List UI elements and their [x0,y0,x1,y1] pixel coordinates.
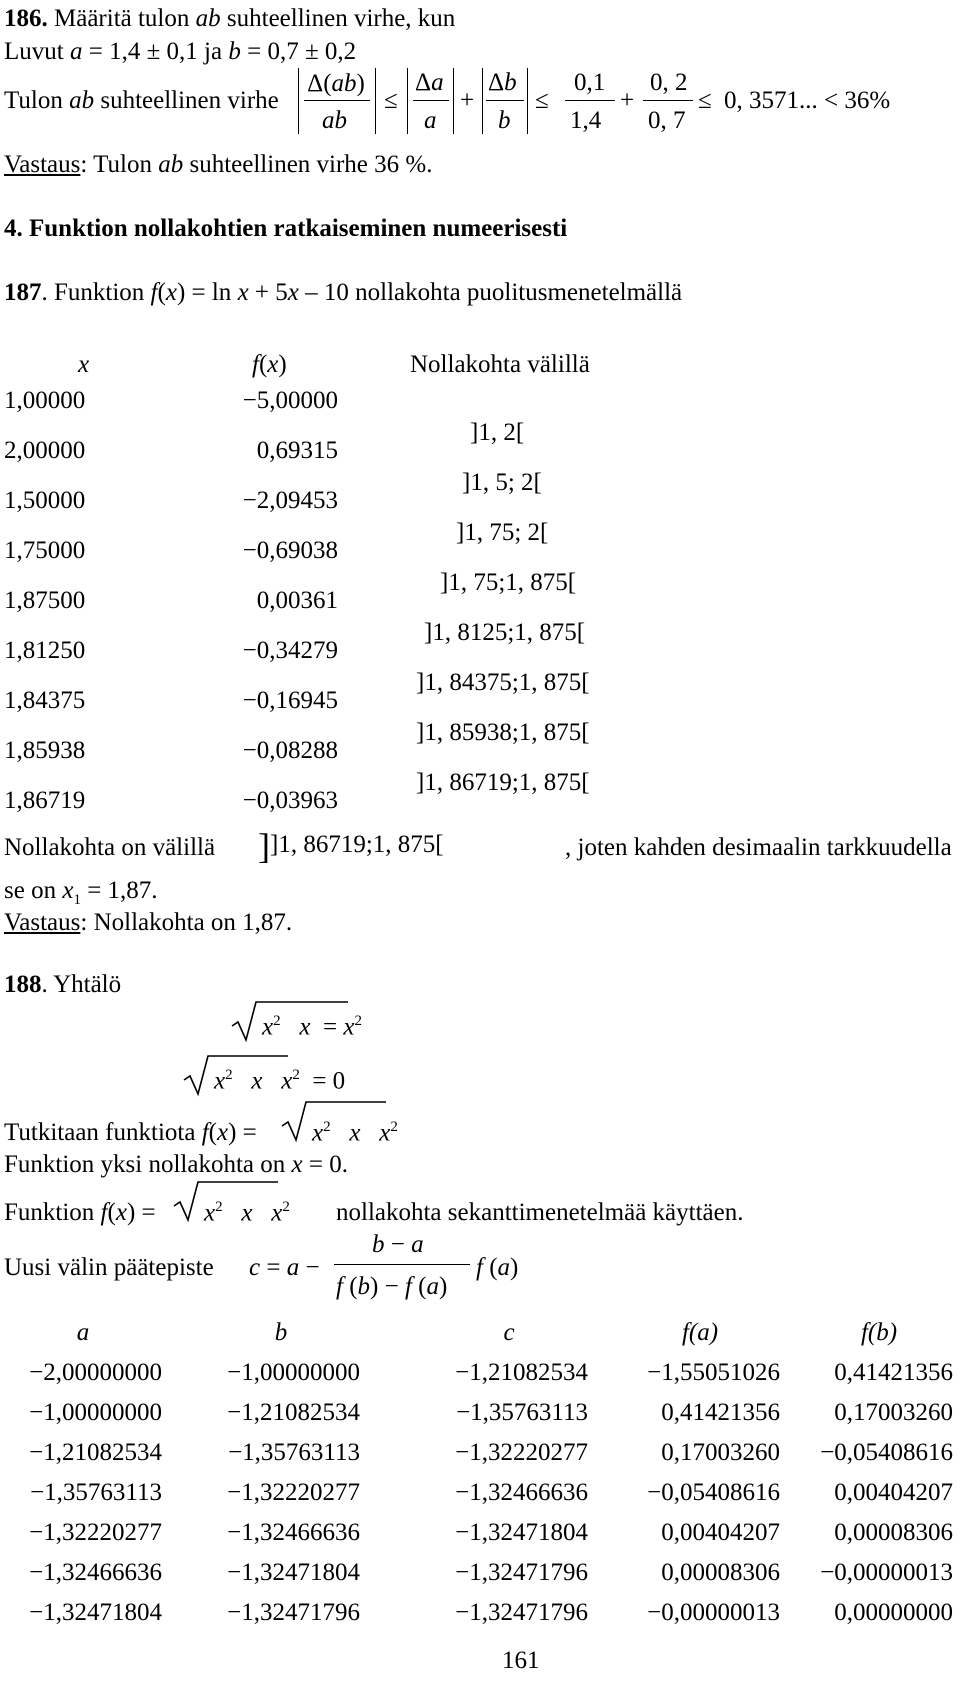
secant-table-cell: −1,32471804 [455,1519,588,1546]
secant-table-cell: −1,32471804 [227,1559,360,1586]
problem-186-title [4,6,455,31]
problem-text: . Funktion f(x) = ln x + 5x – 10 nollakohta puolitusmenetelmällä [41,279,683,306]
bisection-row-x: 1,00000 [4,387,86,414]
secant-table-cell: −1,32471796 [227,1599,360,1626]
leq-sign: ≤ [698,87,712,114]
secant-column-header: c [503,1319,515,1346]
secant-table-cell: −1,32471796 [455,1599,588,1626]
endpoint-label: Uusi välin päätepiste [4,1254,214,1281]
bisection-row-interval: ]1, 85938;1, 875[ [416,719,590,746]
fraction-denominator: a [424,107,437,134]
abs-bar [527,68,528,134]
fraction-line [486,100,524,101]
conclusion-interval: ]]1, 86719;1, 875[ [258,826,444,866]
problem-188-title [4,972,121,997]
secant-table-cell: −1,32220277 [455,1439,588,1466]
answer-186 [4,152,432,177]
abs-bar [453,68,454,134]
bisection-row-interval: ]1, 2[ [470,419,525,446]
secant-table-cell: −1,35763113 [30,1479,162,1506]
bisection-row-fx: −0,16945 [242,687,338,714]
secant-table-cell: 0,00404207 [661,1519,780,1546]
column-header-fx: f(x) [252,351,287,378]
secant-table-cell: −0,00000013 [820,1559,953,1586]
secant-table-cell: −1,55051026 [647,1359,780,1386]
secant-table-cell: −1,32471804 [29,1599,162,1626]
column-header-x: x [78,351,90,378]
answer-text: : Nollakohta on 1,87. [80,909,293,936]
bisection-row-fx: 0,00361 [256,587,338,614]
abs-bar [407,68,408,134]
fraction-denominator: ab [322,107,347,134]
fraction-denominator: b [498,107,511,134]
secant-table-cell: −0,05408616 [647,1479,780,1506]
secant-column-header: a [76,1319,90,1346]
result-value: 0, 3571... < 36% [724,87,891,114]
bisection-row-x: 1,81250 [4,637,86,664]
column-header-interval: Nollakohta välillä [410,351,590,378]
secant-table-cell: 0,00404207 [834,1479,953,1506]
secant-table-cell: −1,35763113 [228,1439,360,1466]
secant-expression: $x^2$ x $x^2$ [204,1199,290,1227]
fraction-numerator: Δb [488,69,517,96]
section-heading: 4. Funktion nollakohtien ratkaiseminen numeerisesti [4,215,568,242]
bisection-row-interval: ]1, 84375;1, 875[ [416,669,590,696]
problem-text: Määritä tulon ab suhteellinen virhe, kun [54,5,456,32]
one-zero: Funktion yksi nollakohta on x = 0. [4,1151,348,1178]
secant-table-cell: −1,32466636 [455,1479,588,1506]
bisection-row-x: 1,86719 [4,787,86,814]
endpoint-numerator: b − a [372,1231,424,1258]
secant-table-cell: 0,00008306 [834,1519,953,1546]
answer-text: : Tulon ab suhteellinen virhe 36 %. [80,151,433,178]
page-number: 161 [502,1647,540,1674]
secant-table-cell: 0,17003260 [834,1399,953,1426]
bisection-row-fx: −0,69038 [242,537,338,564]
fraction-numerator: 0, 2 [650,69,688,96]
bisection-row-fx: 0,69315 [256,437,338,464]
problem-text: . Yhtälö [41,971,122,998]
secant-table-cell: −1,32466636 [227,1519,360,1546]
fraction-line [304,100,370,101]
study-expression: $x^2$ x $x^2$ [312,1119,398,1147]
bisection-row-interval: ]1, 75;1, 875[ [440,569,577,596]
secant-table-cell: −1,00000000 [227,1359,360,1386]
problem-187-title [4,280,682,305]
secant-table-cell: −1,00000000 [29,1399,162,1426]
leq-sign: ≤ [535,87,549,114]
leq-sign: ≤ [384,87,398,114]
endpoint-lhs: c = a − [249,1254,320,1281]
bisection-row-fx: −0,08288 [242,737,338,764]
fraction-denominator: 0, 7 [648,107,686,134]
bisection-row-interval: ]1, 75; 2[ [456,519,549,546]
fraction-numerator: Δa [415,69,444,96]
secant-table-cell: −1,21082534 [29,1439,162,1466]
problem-number: 187 [4,279,42,306]
bisection-row-fx: −2,09453 [242,487,338,514]
secant-table-cell: −0,05408616 [820,1439,953,1466]
fraction-numerator: Δ(ab) [307,70,365,97]
bisection-row-x: 1,75000 [4,537,86,564]
fraction-line [334,1264,470,1265]
secant-table-cell: 0,41421356 [834,1359,953,1386]
secant-tail: nollakohta sekanttimenetelmää käyttäen. [336,1199,744,1226]
fraction-line [643,100,693,101]
bisection-row-interval: ]1, 8125;1, 875[ [424,619,586,646]
study-function: Tutkitaan funktiota f(x) = [4,1119,257,1146]
bisection-row-fx: −5,00000 [242,387,338,414]
secant-table-cell: 0,17003260 [661,1439,780,1466]
endpoint-denominator: f (b) − f (a) [336,1273,448,1300]
bisection-row-x: 2,00000 [4,437,86,464]
secant-table-cell: −1,32471796 [455,1559,588,1586]
bisection-row-interval: ]1, 5; 2[ [462,469,542,496]
equation-1: $x^2$ $x = x^2$ [262,1013,362,1041]
abs-bar [298,68,299,134]
given-values: Luvut a = 1,4 ± 0,1 ja b = 0,7 ± 0,2 [4,38,357,65]
endpoint-rhs: f (a) [476,1254,519,1281]
equation-2: $x^2$ x $x^2 = 0$ [214,1067,346,1095]
answer-label: Vastaus [4,151,81,178]
secant-table-cell: −1,32466636 [29,1559,162,1586]
secant-table-cell: 0,00008306 [661,1559,780,1586]
bisection-row-x: 1,84375 [4,687,86,714]
conclusion-value: se on $x_1 = 1,87$. [4,877,158,908]
secant-table-cell: 0,41421356 [661,1399,780,1426]
secant-table-cell: −0,00000013 [647,1599,780,1626]
bisection-row-x: 1,50000 [4,487,86,514]
secant-intro: Funktion f(x) = [4,1199,156,1226]
secant-table-cell: −2,00000000 [29,1359,162,1386]
conclusion-interval-label: Nollakohta on välillä [4,834,216,861]
answer-187 [4,910,292,935]
plus-sign: + [460,87,475,114]
relative-error-label: Tulon ab suhteellinen virhe [4,87,279,114]
answer-label: Vastaus [4,909,81,936]
secant-column-header: f(b) [860,1319,898,1346]
secant-table-cell: 0,00000000 [834,1599,953,1626]
abs-bar [375,68,376,134]
bisection-row-x: 1,87500 [4,587,86,614]
bisection-row-fx: −0,34279 [242,637,338,664]
secant-column-header: b [274,1319,288,1346]
fraction-rel-error [300,70,372,98]
plus-sign: + [620,87,635,114]
bisection-row-fx: −0,03963 [242,787,338,814]
secant-table-cell: −1,32220277 [227,1479,360,1506]
fraction-numerator: 0,1 [574,69,606,96]
secant-table-cell: −1,35763113 [456,1399,588,1426]
secant-table-cell: −1,21082534 [455,1359,588,1386]
fraction-line [565,100,615,101]
conclusion-interval-text: ]1, 86719;1, 875[ [270,831,444,858]
problem-number: 188 [4,971,42,998]
conclusion-tail: , joten kahden desimaalin tarkkuudella [565,834,952,861]
secant-column-header: f(a) [681,1319,719,1346]
fraction-line [413,100,449,101]
bisection-row-x: 1,85938 [4,737,86,764]
bisection-row-interval: ]1, 86719;1, 875[ [416,769,590,796]
problem-number: 186. [4,5,48,32]
secant-table-cell: −1,21082534 [227,1399,360,1426]
abs-bar [482,68,483,134]
fraction-denominator: 1,4 [570,107,602,134]
secant-table-cell: −1,32220277 [29,1519,162,1546]
